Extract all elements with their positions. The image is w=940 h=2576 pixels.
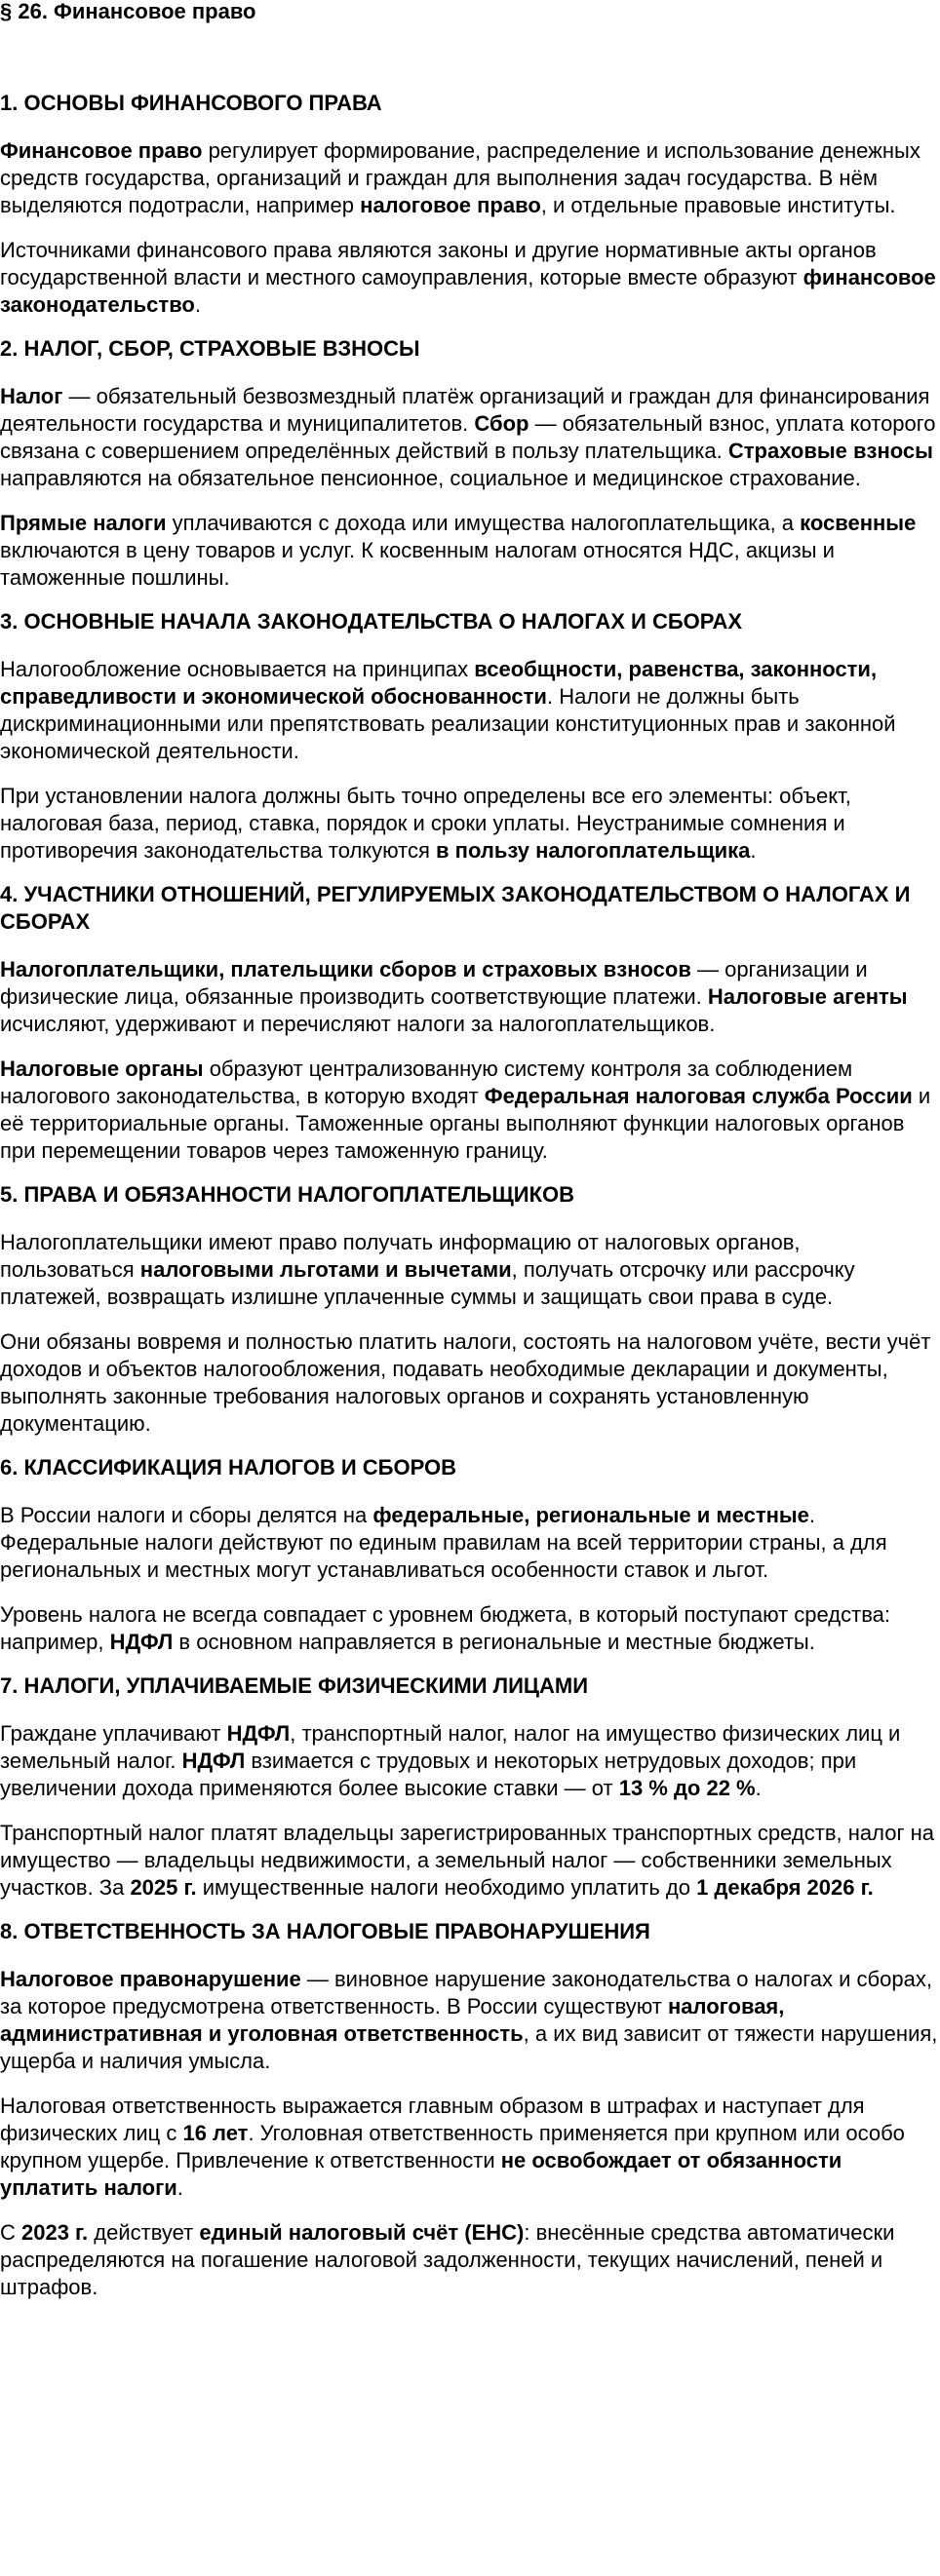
text-run: регулирует формирование, распределение и использование денежных средств государства, организаций и граждан для выполнения задач государства. В нём выделяются подотрасли, например xyxy=(0,138,920,217)
paragraph xyxy=(0,1720,940,1802)
paragraph xyxy=(0,1056,940,1165)
text-run: . xyxy=(194,292,201,317)
section-heading: 1. ОСНОВЫ ФИНАНСОВОГО ПРАВА xyxy=(0,91,382,115)
text-run: При установлении налога должны быть точно определены все его элементы: объект, налоговая база, период, ставка, порядок и сроки уплаты. Неустранимые сомнения и противоречия законодательства толкуются xyxy=(0,784,851,863)
paragraph xyxy=(0,1502,940,1584)
bold-term: Страховые взносы xyxy=(727,439,933,463)
bold-term: Налоговое правонарушение xyxy=(0,1967,301,1991)
bold-term: 13 % до 22 % xyxy=(618,1776,756,1800)
text-run: образуют централизованную систему контроля за соблюдением налогового законодательства, в которую входят xyxy=(0,1057,853,1108)
text-run: , получать отсрочку или рассрочку платежей, возвращать излишне уплаченные суммы и защищать свои права в суде. xyxy=(0,1257,855,1309)
text-run: , транспортный налог, налог на имущество физических лиц и земельный налог. xyxy=(0,1721,901,1773)
paragraph xyxy=(0,383,940,492)
section-2 xyxy=(0,335,940,608)
text-run: Налогоплательщики имеют право получать информацию от налоговых органов, пользоваться xyxy=(0,1230,801,1282)
bold-term: Прямые налоги xyxy=(0,511,167,535)
bold-term: 16 лет xyxy=(182,2121,249,2145)
bold-term: не освобождает от обязанности уплатить налоги xyxy=(0,2148,842,2200)
bold-term: Налог xyxy=(0,384,63,408)
section-heading: 7. НАЛОГИ, УПЛАЧИВАЕМЫЕ ФИЗИЧЕСКИМИ ЛИЦАМИ xyxy=(0,1673,589,1698)
bold-term: в пользу налогоплательщика xyxy=(436,838,751,863)
text-run: направляются на обязательное пенсионное, социальное и медицинское страхование. xyxy=(0,466,861,490)
bold-term: НДФЛ xyxy=(226,1721,291,1746)
section-heading: 5. ПРАВА И ОБЯЗАННОСТИ НАЛОГОПЛАТЕЛЬЩИКОВ xyxy=(0,1182,575,1207)
text-run: . xyxy=(176,2175,183,2200)
text-run: и её территориальные органы. Таможенные органы выполняют функции налоговых органов при перемещении товаров через таможенную границу. xyxy=(0,1084,931,1163)
bold-term: косвенные xyxy=(800,511,917,535)
section-8 xyxy=(0,1918,940,2318)
text-run: — обязательный безвозмездный платёж организаций и граждан для финансирования деятельности государства и муниципалитетов. xyxy=(0,384,930,436)
bold-term: 1 декабря 2026 г. xyxy=(696,1875,874,1900)
paragraph xyxy=(0,137,940,219)
bold-term: федеральные, региональные и местные xyxy=(372,1503,809,1527)
text-run: действует xyxy=(88,2220,200,2245)
text-run: Граждане уплачивают xyxy=(0,1721,227,1746)
bold-term: налоговыми льготами и вычетами xyxy=(139,1257,512,1282)
section-heading: 4. УЧАСТНИКИ ОТНОШЕНИЙ, РЕГУЛИРУЕМЫХ ЗАКОНОДАТЕЛЬСТВОМ О НАЛОГАХ И СБОРАХ xyxy=(0,882,911,934)
paragraph xyxy=(0,956,940,1038)
text-run: В России налоги и сборы делятся на xyxy=(0,1503,373,1527)
bold-term: всеобщности, равенства, законности, справедливости и экономической обоснованности xyxy=(0,657,878,709)
section-3 xyxy=(0,608,940,881)
text-run: Источниками финансового права являются законы и другие нормативные акты органов государственной власти и местного самоуправления, которые вместе образуют xyxy=(0,238,877,289)
document-title: § 26. Финансовое право xyxy=(0,0,256,23)
text-run: , и отдельные правовые институты. xyxy=(540,193,896,217)
section-heading: 8. ОТВЕТСТВЕННОСТЬ ЗА НАЛОГОВЫЕ ПРАВОНАРУШЕНИЯ xyxy=(0,1919,650,1943)
bold-term: НДФЛ xyxy=(181,1749,246,1773)
bold-term: налоговое право xyxy=(360,193,541,217)
sections-container xyxy=(0,90,940,2318)
bold-term: финансовое законодательство xyxy=(0,265,936,317)
section-7 xyxy=(0,1672,940,1918)
bold-term: 2023 г. xyxy=(21,2220,89,2245)
section-heading: 2. НАЛОГ, СБОР, СТРАХОВЫЕ ВЗНОСЫ xyxy=(0,336,420,361)
text-run: Налоговая ответственность выражается главным образом в штрафах и наступает для физических лиц с xyxy=(0,2094,865,2145)
text-run: взимается с трудовых и некоторых нетрудовых доходов; при увеличении дохода применяются более высокие ставки — от xyxy=(0,1749,857,1800)
bold-term: Налогоплательщики, плательщики сборов и страховых взносов xyxy=(0,957,691,981)
text-run: — организации и физические лица, обязанные производить соответствующие платежи. xyxy=(0,957,868,1009)
text-run: уплачиваются с дохода или имущества налогоплательщика, а xyxy=(166,511,801,535)
bold-term: Федеральная налоговая служба России xyxy=(484,1084,913,1108)
paragraph xyxy=(0,510,940,592)
paragraph xyxy=(0,1820,940,1902)
section-6 xyxy=(0,1454,940,1672)
text-run: . Федеральные налоги действуют по единым правилам на всей территории страны, а для региональных и местных могут устанавливаться особенности ставок и льгот. xyxy=(0,1503,887,1582)
paragraph xyxy=(0,2219,940,2301)
text-run: . Уголовная ответственность применяется при крупном или особо крупном ущербе. Привлечение к ответственности xyxy=(0,2121,905,2172)
paragraph xyxy=(0,1966,940,2075)
bold-term: Налоговые агенты xyxy=(707,984,908,1009)
text-run: . xyxy=(750,838,757,863)
text-run: — обязательный взнос, уплата которого связана с совершением определённых действий в пользу плательщика. xyxy=(0,411,936,463)
paragraph xyxy=(0,656,940,765)
paragraph xyxy=(0,237,940,319)
text-run: С xyxy=(0,2220,21,2245)
bold-term: налоговая, административная и уголовная ответственность xyxy=(0,1994,785,2046)
paragraph xyxy=(0,1328,940,1438)
text-run: , а их вид зависит от тяжести нарушения, ущерба и наличия умысла. xyxy=(0,2021,938,2073)
text-run: — виновное нарушение законодательства о налогах и сборах, за которое предусмотрена ответственность. В России существуют xyxy=(0,1967,932,2019)
text-run: Уровень налога не всегда совпадает с уровнем бюджета, в который поступают средства: например, xyxy=(0,1602,890,1654)
text-run: . Налоги не должны быть дискриминационными или препятствовать реализации конституционных прав и законной экономической деятельности. xyxy=(0,684,896,763)
text-run: исчисляют, удерживают и перечисляют налоги за налогоплательщиков. xyxy=(0,1012,716,1036)
text-run: Налогообложение основывается на принципах xyxy=(0,657,475,681)
section-5 xyxy=(0,1181,940,1454)
paragraph xyxy=(0,1601,940,1656)
bold-term: Сбор xyxy=(474,411,529,436)
text-run: : внесённые средства автоматически распределяются на погашение налоговой задолженности, текущих начислений, пеней и штрафов. xyxy=(0,2220,895,2299)
bold-term: Финансовое право xyxy=(0,138,203,163)
paragraph xyxy=(0,1229,940,1311)
text-run: имущественные налоги необходимо уплатить до xyxy=(196,1875,697,1900)
text-run: включаются в цену товаров и услуг. К косвенным налогам относятся НДС, акцизы и таможенные пошлины. xyxy=(0,538,835,590)
section-4 xyxy=(0,881,940,1181)
section-1 xyxy=(0,90,940,335)
text-run: в основном направляется в региональные и местные бюджеты. xyxy=(173,1630,815,1654)
bold-term: НДФЛ xyxy=(109,1630,174,1654)
bold-term: Налоговые органы xyxy=(0,1057,204,1081)
text-run: Транспортный налог платят владельцы зарегистрированных транспортных средств, налог на имущество — владельцы недвижимости, а земельный налог — собственники земельных участков. За xyxy=(0,1821,934,1900)
bold-term: 2025 г. xyxy=(130,1875,197,1900)
paragraph xyxy=(0,783,940,865)
text-run: . xyxy=(755,1776,762,1800)
bold-term: единый налоговый счёт (ЕНС) xyxy=(199,2220,525,2245)
section-heading: 6. КЛАССИФИКАЦИЯ НАЛОГОВ И СБОРОВ xyxy=(0,1455,456,1480)
text-run: Они обязаны вовремя и полностью платить налоги, состоять на налоговом учёте, вести учёт доходов и объектов налогообложения, подавать необходимые декларации и документы, выполнять законные требования налоговых органов и сохранять установленную документацию. xyxy=(0,1329,931,1436)
section-heading: 3. ОСНОВНЫЕ НАЧАЛА ЗАКОНОДАТЕЛЬСТВА О НАЛОГАХ И СБОРАХ xyxy=(0,609,743,634)
paragraph xyxy=(0,2093,940,2202)
